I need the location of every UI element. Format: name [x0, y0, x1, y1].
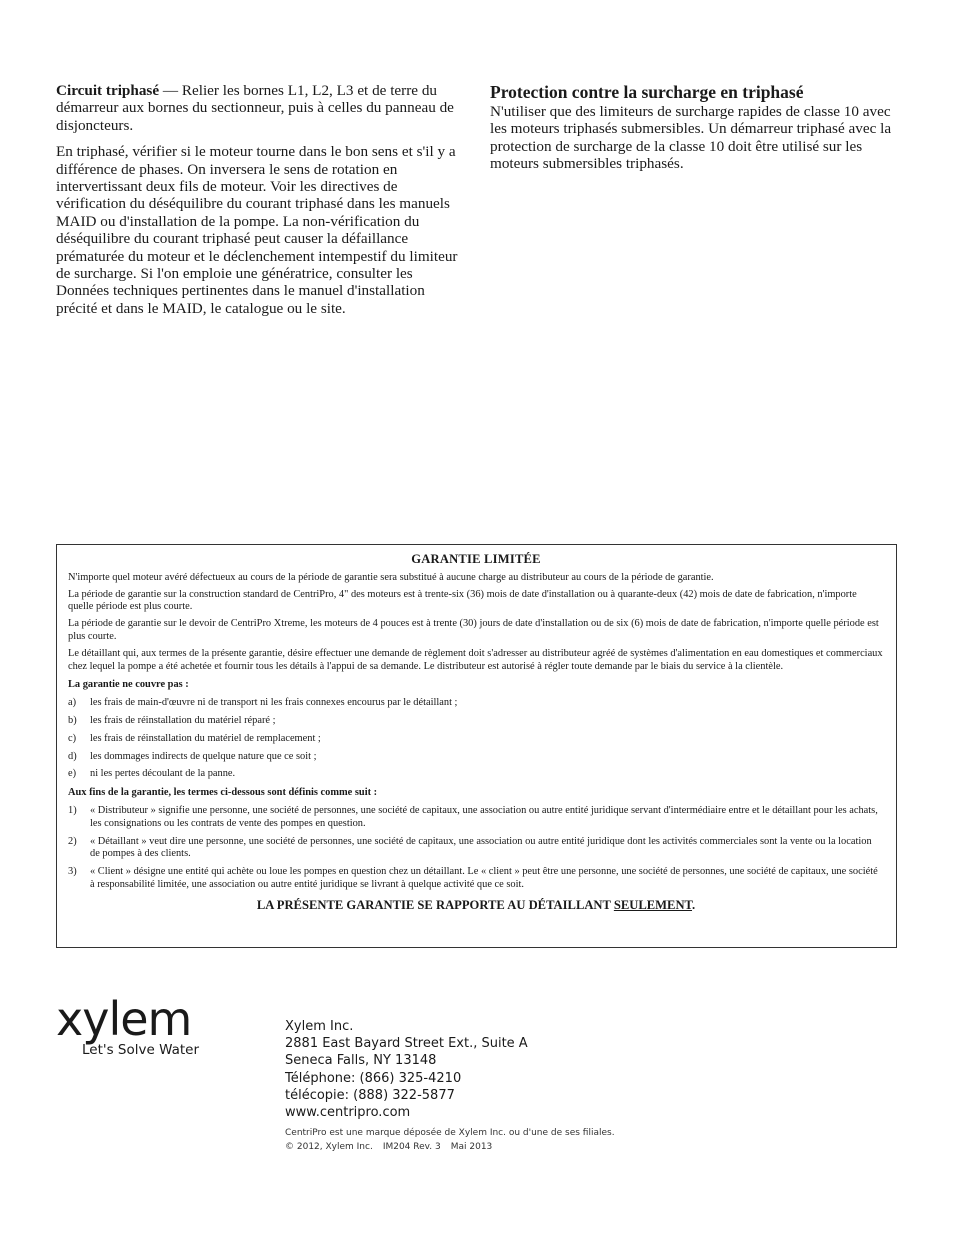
list-text: les frais de réinstallation du matériel réparé ; — [90, 714, 276, 726]
list-marker: a) — [68, 697, 77, 709]
list-item — [68, 768, 884, 781]
address-line-2: Seneca Falls, NY 13148 — [285, 1053, 437, 1069]
rotation-paragraph: En triphasé, vérifier si le moteur tourne dans le bon sens et s'il y a différence de phases. On inversera le sens de rotation en intervertissant deux fils de moteur. Voir les directives de vérification du déséquilibre du courant triphasé dans les manuels MAID ou d'installation de la pompe. La non-vérification du déséquilibre du courant triphasé peut causer la défaillance prématurée du moteur et le déclenchement intempestif du limiteur de surcharge. Si l'on emploie une génératrice, consulter les Données techniques pertinentes dans le manuel d'installation précité et dans le MAID, le catalogue ou le site. — [56, 143, 458, 317]
exclusions-heading: La garantie ne couvre pas : — [68, 679, 189, 691]
list-marker: 2) — [68, 835, 77, 847]
list-item — [68, 866, 884, 892]
list-marker: c) — [68, 732, 77, 744]
closing-suffix: . — [692, 897, 696, 912]
logo-wordmark: xylem — [56, 992, 192, 1046]
copyright: © 2012, Xylem Inc. — [285, 1141, 373, 1152]
list-marker: e) — [68, 768, 77, 780]
overload-paragraph: N'utiliser que des limiteurs de surcharge rapides de classe 10 avec les moteurs triphasés submersibles. Un démarreur triphasé avec la protection de surcharge de la classe 10 doit être utilisé sur les moteurs submersibles triphasés. — [490, 103, 892, 173]
list-text: « Détaillant » veut dire une personne, une société de personnes, une société de capitaux, une association ou autre entité juridique dont les activités commerciales sont la vente ou la location de pompes à des clients. — [90, 835, 872, 860]
trademark-notice: CentriPro est une marque déposée de Xylem Inc. ou d'une de ses filiales. — [285, 1128, 615, 1138]
warranty-paragraph: Le détaillant qui, aux termes de la présente garantie, désire effectuer une demande de règlement doit s'adresser au distributeur agréé de systèmes d'alimentation en eau domestiques et commerciaux chez lequel la pompe a été achetée et fournir tous les détails à l'appui de sa demande. Le distributeur est autorisé à régler toute demande par le biais du service à la clientèle. — [68, 647, 883, 672]
list-text: les frais de main-d'œuvre ni de transport ni les frais connexes encourus par le détaillant ; — [90, 697, 458, 709]
warranty-paragraph: La période de garantie sur le devoir de CentriPro Xtreme, les moteurs de 4 pouces est à trente (30) jours de date d'installation ou de six (6) mois de date de fabrication, n'importe quelle période est plus courte. — [68, 618, 879, 642]
address-line-1: 2881 East Bayard Street Ext., Suite A — [285, 1036, 528, 1052]
left-column — [56, 82, 464, 326]
list-item — [68, 733, 884, 746]
list-text: les frais de réinstallation du matériel de remplacement ; — [90, 732, 321, 744]
list-text: ni les pertes découlant de la panne. — [90, 768, 236, 780]
right-column — [490, 82, 900, 173]
list-marker: 3) — [68, 866, 77, 878]
warranty-paragraph: La période de garantie sur la construction standard de CentriPro, 4" des moteurs est à trente-six (36) mois de date d'installation ou à quarante-deux (42) mois de date de fabrication, n'importe quelle période est plus courte. — [68, 588, 857, 613]
warranty-closing — [68, 899, 884, 912]
list-text: « Distributeur » signifie une personne, une société de personnes, une société de capitaux, une association ou autre entité juridique servant d'intermédiaire entre et le détaillant pour les achats, les consignations ou les contrats de vente des pompes en question. — [90, 804, 878, 829]
copyright-line — [285, 1141, 615, 1155]
limited-warranty-box — [56, 544, 897, 948]
list-marker: d) — [68, 750, 77, 762]
phone: Téléphone: (866) 325-4210 — [285, 1070, 462, 1086]
list-text: les dommages indirects de quelque nature que ce soit ; — [90, 750, 317, 762]
document-date: Mai 2013 — [450, 1141, 493, 1152]
list-item — [68, 805, 884, 831]
three-phase-paragraph — [56, 82, 464, 134]
contact-block — [285, 1018, 528, 1121]
website-link[interactable]: www.centripro.com — [285, 1105, 411, 1121]
xylem-logo — [56, 992, 246, 1066]
warranty-paragraph: N'importe quel moteur avéré défectueux au cours de la période de garantie sera substitué à aucune charge au distributeur au cours de la période de garantie. — [68, 571, 714, 583]
fine-print — [285, 1127, 615, 1154]
list-marker: 1) — [68, 804, 77, 816]
closing-emphasis: SEULEMENT — [613, 897, 693, 912]
three-phase-lead: Circuit triphasé — [56, 82, 160, 99]
overload-heading: Protection contre la surcharge en triphasé — [490, 82, 804, 102]
list-text: « Client » désigne une entité qui achète ou loue les pompes en question chez un détaillant. Le « client » peut être une personne, une société de personnes, une société de capitaux, une société à responsabilité limitée, une association ou autre entité juridique se livrant à quelque activité que ce soit. — [90, 866, 878, 890]
document-number: IM204 Rev. 3 — [382, 1141, 441, 1152]
fax: télécopie: (888) 322-5877 — [285, 1087, 455, 1103]
closing-prefix: LA PRÉSENTE GARANTIE SE RAPPORTE AU DÉTAILLANT — [256, 897, 614, 912]
list-item — [68, 836, 884, 862]
list-marker: b) — [68, 714, 77, 726]
definitions-list — [68, 805, 884, 892]
list-item — [68, 697, 884, 710]
definitions-heading: Aux fins de la garantie, les termes ci-dessous sont définis comme suit : — [68, 787, 378, 799]
list-item — [68, 715, 884, 728]
warranty-title: GARANTIE LIMITÉE — [411, 552, 541, 566]
three-phase-text: — Relier les bornes L1, L2, L3 et de terre du démarreur aux bornes du sectionneur, puis à celles du panneau de disjoncteurs. — [56, 82, 454, 134]
company-name: Xylem Inc. — [285, 1019, 354, 1034]
exclusions-list — [68, 697, 884, 781]
logo-tagline: Let's Solve Water — [82, 1042, 199, 1058]
list-item — [68, 751, 884, 764]
